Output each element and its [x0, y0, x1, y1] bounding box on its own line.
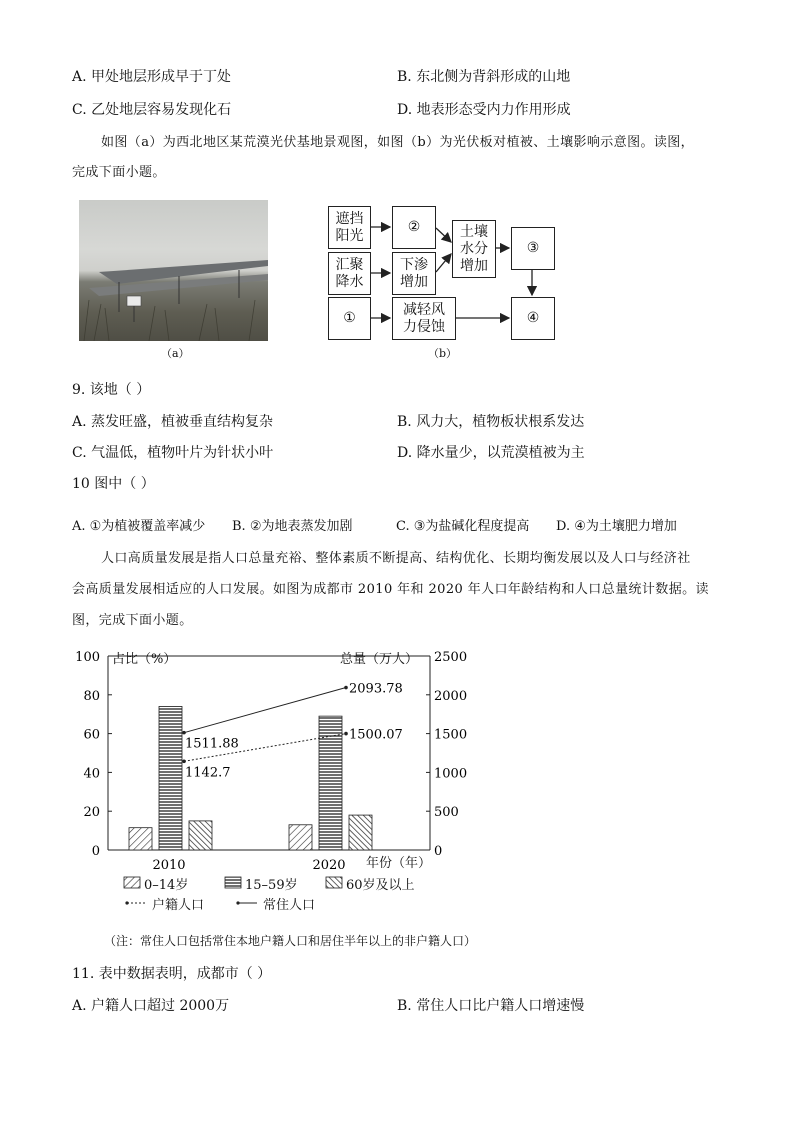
legend-swatch-0-14	[124, 877, 140, 888]
legend-label-changzhu: 常住人口	[263, 898, 316, 913]
right-tick-label: 2000	[434, 688, 468, 704]
box-number-3: ③	[511, 227, 555, 270]
q11-option-b: B. 常住人口比户籍人口增速慢	[397, 998, 585, 1014]
box-number-4: ④	[511, 297, 555, 340]
right-tick-label: 0	[434, 844, 443, 859]
data-label-0-0: 1142.7	[185, 765, 231, 781]
legend-label-15-59: 15–59岁	[245, 878, 298, 893]
passage2-line3: 图，完成下面小题。	[72, 613, 193, 628]
q8-option-d: D. 地表形态受内力作用形成	[397, 102, 571, 118]
right-tick-label: 2500	[434, 650, 468, 665]
chart-x-axis-title: 年份（年）	[366, 856, 432, 871]
q10-option-a: A. ①为植被覆盖率减少	[72, 519, 206, 534]
passage2-line1: 人口高质量发展是指人口总量充裕、整体素质不断提高、结构优化、长期均衡发展以及人口与经济社	[101, 551, 691, 566]
legend-label-0-14: 0–14岁	[144, 878, 189, 893]
passage2-line2: 会高质量发展相适应的人口发展。如图为成都市 2010 年和 2020 年人口年龄结构和人口总量统计数据。读	[72, 582, 709, 597]
q9-option-a: A. 蒸发旺盛，植被垂直结构复杂	[72, 414, 274, 430]
q9-stem: 9. 该地（ ）	[72, 382, 151, 398]
category-label-2020: 2020	[312, 858, 346, 873]
box-soil-water-increase: 土壤 水分 增加	[452, 220, 496, 278]
right-tick-label: 1000	[434, 766, 468, 782]
q11-option-a: A. 户籍人口超过 2000万	[72, 998, 230, 1014]
left-tick-label: 20	[83, 805, 100, 821]
q9-option-b: B. 风力大，植物板状根系发达	[397, 414, 585, 430]
category-label-2010: 2010	[152, 858, 186, 873]
data-label-1-0: 1511.88	[185, 736, 239, 752]
left-tick-label: 80	[83, 688, 100, 704]
data-label-0-1: 1500.07	[349, 727, 403, 743]
data-label-1-1: 2093.78	[349, 681, 403, 697]
passage1-line2: 完成下面小题。	[72, 165, 166, 180]
passage1-line1: 如图（a）为西北地区某荒漠光伏基地景观图，如图（b）为光伏板对植被、土壤影响示意图。读图，	[101, 135, 695, 150]
legend-swatch-15-59	[225, 877, 241, 888]
legend-label-huji: 户籍人口	[152, 898, 205, 913]
right-tick-label: 1500	[434, 727, 468, 743]
q11-stem: 11. 表中数据表明，成都市（ ）	[72, 966, 272, 982]
legend-swatch-60-plus	[326, 877, 342, 888]
q8-option-c: C. 乙处地层容易发现化石	[72, 102, 232, 118]
box-collect-rainfall: 汇聚 降水	[328, 252, 371, 295]
box-shade-sunlight: 遮挡 阳光	[328, 206, 371, 249]
q9-option-c: C. 气温低，植物叶片为针状小叶	[72, 445, 274, 461]
q8-option-a: A. 甲处地层形成早于丁处	[72, 69, 232, 85]
left-tick-label: 40	[83, 766, 100, 782]
chart-right-axis-title: 总量（万人）	[340, 652, 419, 667]
right-tick-label: 500	[434, 805, 459, 821]
q10-option-b: B. ②为地表蒸发加剧	[232, 519, 353, 534]
q9-option-d: D. 降水量少，以荒漠植被为主	[397, 445, 585, 461]
q10-option-d: D. ④为土壤肥力增加	[556, 519, 677, 534]
box-number-2: ②	[392, 206, 436, 249]
q10-option-c: C. ③为盐碱化程度提高	[396, 519, 530, 534]
figure-b-caption: （b）	[428, 347, 458, 360]
left-tick-label: 100	[75, 650, 100, 665]
left-tick-label: 0	[91, 844, 100, 859]
box-reduce-wind-erosion: 减轻风 力侵蚀	[392, 297, 456, 340]
q10-stem: 10 图中（ ）	[72, 476, 155, 492]
q8-option-b: B. 东北侧为背斜形成的山地	[397, 69, 571, 85]
box-number-1: ①	[328, 297, 371, 340]
figure-a-caption: （a）	[161, 347, 190, 360]
legend-label-60-plus: 60岁及以上	[346, 878, 415, 893]
left-tick-label: 60	[83, 727, 100, 743]
box-infiltration-increase: 下渗 增加	[392, 252, 436, 295]
chart-left-axis-title: 占比（%）	[112, 652, 177, 667]
chart-note: （注：常住人口包括常住本地户籍人口和居住半年以上的非户籍人口）	[104, 934, 477, 948]
